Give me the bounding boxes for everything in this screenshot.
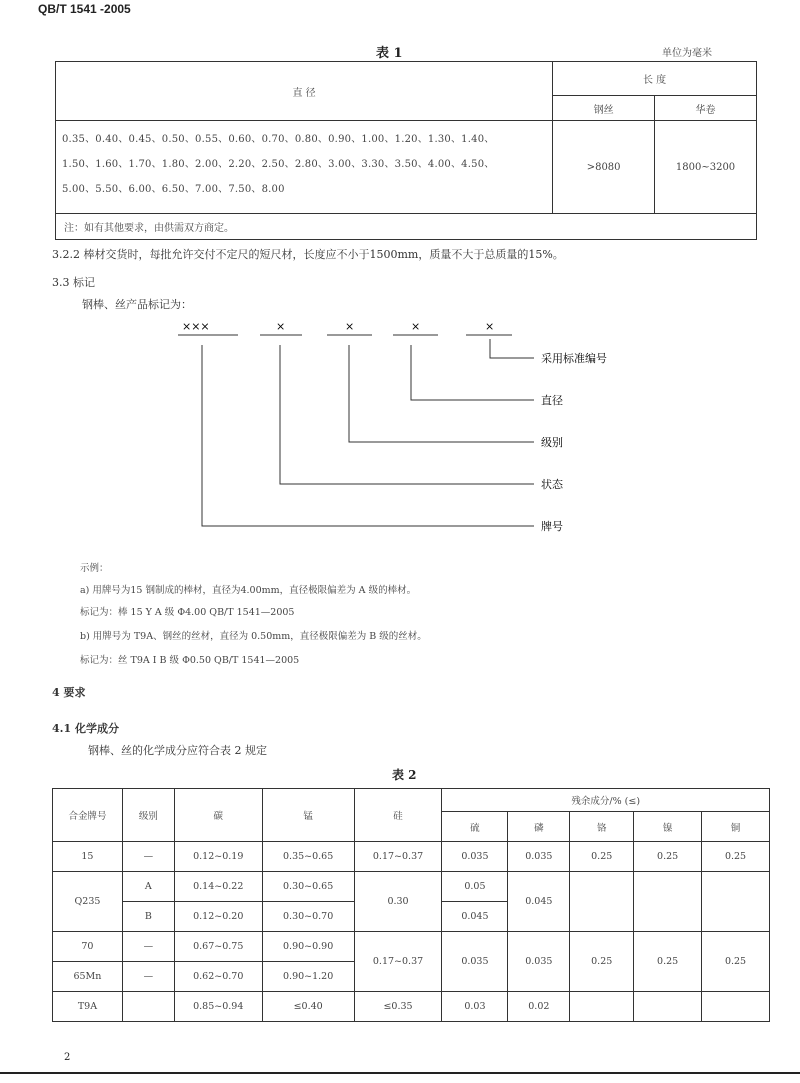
section-4-title: 4 要求 xyxy=(52,686,86,699)
table1-bar-length: 1800~3200 xyxy=(655,121,757,214)
t2-h-level: 级别 xyxy=(122,789,174,842)
code-diameter: × xyxy=(411,320,421,333)
code-grade: ××× xyxy=(182,320,210,333)
t2-h-residual: 残余成分/% (≤) xyxy=(442,789,770,812)
leader-state xyxy=(280,345,534,484)
table-row: 15 — 0.12~0.19 0.35~0.65 0.17~0.37 0.035 0.035 0.25 0.25 0.25 xyxy=(53,842,770,872)
table-row: 70 — 0.67~0.75 0.90~0.90 0.17~0.37 0.035 0.035 0.25 0.25 0.25 xyxy=(53,932,770,962)
table-row: T9A 0.85~0.94 ≤0.40 ≤0.35 0.03 0.02 xyxy=(53,992,770,1022)
table1-length-header: 长 度 xyxy=(553,62,757,96)
t2-h-mn: 锰 xyxy=(262,789,354,842)
example-b: b) 用牌号为 T9A、钢丝的丝材，直径为 0.50mm，直径极限偏差为 B 级的丝材。 xyxy=(80,631,427,642)
t2-h-cr: 铬 xyxy=(570,812,634,842)
table1-note: 注：如有其他要求，由供需双方商定。 xyxy=(56,214,757,240)
t2-h-ni: 镍 xyxy=(634,812,702,842)
example-a-mark: 标记为：棒 15 Y A 级 Φ4.00 QB/T 1541—2005 xyxy=(80,607,295,618)
table1-row: 0.35、0.40、0.45、0.50、0.55、0.60、0.70、0.80、0.90、1.00、1.20、1.30、1.40、 xyxy=(62,134,495,145)
label-grade: 牌号 xyxy=(541,520,563,533)
leader-diameter xyxy=(411,345,534,400)
table1-rod-header: 钢丝 xyxy=(553,96,655,121)
table2 xyxy=(52,788,770,1022)
table1-row: 1.50、1.60、1.70、1.80、2.00、2.20、2.50、2.80、3.00、3.30、3.50、4.00、4.50、 xyxy=(62,159,495,170)
t2-h-s: 硫 xyxy=(442,812,508,842)
table1-row: 5.00、5.50、6.00、6.50、7.00、7.50、8.00 xyxy=(62,184,285,195)
t2-h-cu: 铜 xyxy=(702,812,770,842)
table-row: Q235 A 0.14~0.22 0.30~0.65 0.30 0.05 0.045 xyxy=(53,872,770,902)
section-4-1-title: 4.1 化学成分 xyxy=(52,722,119,735)
table1-unit: 单位为毫米 xyxy=(662,48,712,59)
section-4-1-text: 钢棒、丝的化学成分应符合表 2 规定 xyxy=(88,744,267,757)
para-3-3-text: 钢棒、丝产品标记为： xyxy=(82,298,192,311)
table1-title: 表 1 xyxy=(376,46,403,61)
label-diameter: 直径 xyxy=(541,394,563,407)
code-standard: × xyxy=(485,320,495,333)
standard-code: QB/T 1541 -2005 xyxy=(38,2,131,16)
t2-h-p: 磷 xyxy=(508,812,570,842)
page-number: 2 xyxy=(64,1052,71,1063)
example-title: 示例： xyxy=(80,563,109,574)
table-row: B 0.12~0.20 0.30~0.70 0.045 xyxy=(53,902,770,932)
table1-diameter-header: 直 径 xyxy=(56,62,553,121)
label-state: 状态 xyxy=(541,478,563,491)
leader-standard xyxy=(490,339,534,358)
t2-h-grade: 合金牌号 xyxy=(53,789,123,842)
table2-title: 表 2 xyxy=(392,768,417,782)
code-state: × xyxy=(276,320,286,333)
example-a: a) 用牌号为15 钢制成的棒材，直径为4.00mm，直径极限偏差为 A 级的棒材。 xyxy=(80,585,417,596)
table1-bar-header: 华卷 xyxy=(655,96,757,121)
t2-h-si: 硅 xyxy=(354,789,442,842)
code-level: × xyxy=(345,320,355,333)
table1-rod-length: >8080 xyxy=(553,121,655,214)
example-b-mark: 标记为：丝 T9A Ⅰ B 级 Φ0.50 QB/T 1541—2005 xyxy=(80,655,300,666)
para-3-2-2: 3.2.2 棒材交货时，每批允许交付不定尺的短尺材，长度应不小于1500mm，质量不大于总质量的15%。 xyxy=(52,248,564,261)
page-bottom-rule xyxy=(0,1072,800,1074)
leader-level xyxy=(349,345,534,442)
label-standard: 采用标准编号 xyxy=(541,352,607,365)
table-row: 65Mn — 0.62~0.70 0.90~1.20 xyxy=(53,962,770,992)
leader-grade xyxy=(202,345,534,526)
para-3-3-title: 3.3 标记 xyxy=(52,276,95,289)
label-level: 级别 xyxy=(541,436,563,449)
t2-h-c: 碳 xyxy=(174,789,262,842)
